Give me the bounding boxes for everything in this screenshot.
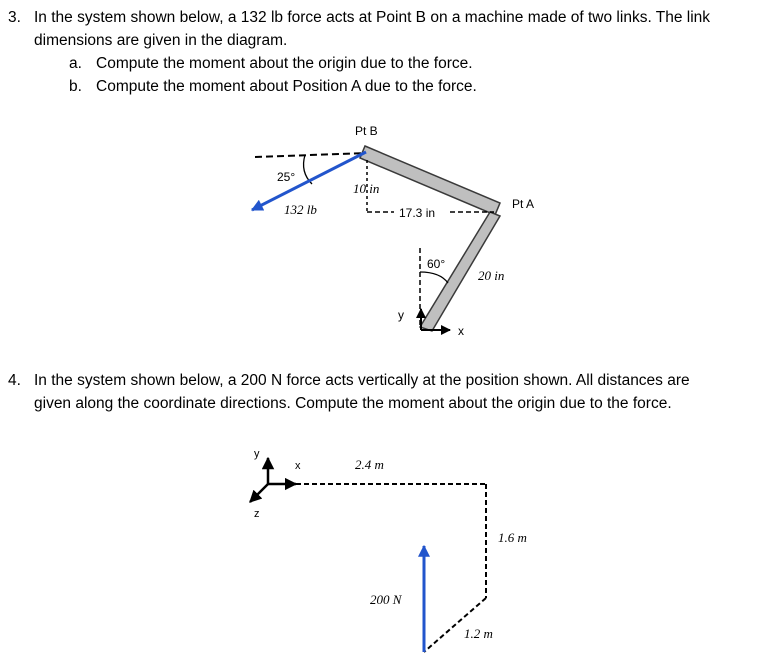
problem3-part-b-text: Compute the moment about Position A due to the force. (96, 78, 477, 95)
problem3-part-a-text: Compute the moment about the origin due to the force. (96, 55, 473, 72)
problem3-number: 3. (8, 9, 21, 26)
p4-z-axis-arrow (250, 484, 268, 502)
p4-label-dim-x: 2.4 m (355, 457, 384, 472)
label-dim-17: 17.3 in (399, 206, 436, 220)
problem4-text (0, 369, 774, 419)
reference-dashed-line (255, 153, 368, 157)
p4-label-dim-z: 1.2 m (464, 626, 493, 641)
p4-dashed-z (424, 598, 486, 652)
problem4-line2: given along the coordinate directions. Compute the moment about the origin due to the force. (34, 395, 672, 412)
problem3-part-b-letter: b. (69, 78, 82, 95)
label-force-132: 132 lb (284, 202, 317, 217)
p4-label-axis-x: x (295, 460, 301, 472)
label-dim-20: 20 in (478, 268, 505, 283)
p4-label-dim-y: 1.6 m (498, 530, 527, 545)
label-angle-25: 25° (277, 170, 296, 184)
label-axis-x: x (458, 324, 464, 338)
link-b-to-a (360, 146, 500, 215)
p4-label-axis-z: z (254, 508, 260, 520)
problem3-part-a-letter: a. (69, 55, 82, 72)
label-axis-y: y (398, 308, 404, 322)
label-dim-10: 10 in (353, 181, 380, 196)
problem3-line2: dimensions are given in the diagram. (34, 32, 288, 49)
problem4-number: 4. (8, 372, 21, 389)
problem4-line1: In the system shown below, a 200 N force acts vertically at the position shown. All distances are (34, 372, 690, 389)
label-pt-b: Pt B (355, 124, 378, 138)
p4-label-force: 200 N (370, 592, 402, 607)
problem3-line1: In the system shown below, a 132 lb force acts at Point B on a machine made of two links. The link (34, 9, 711, 26)
angle-arc-60 (420, 272, 448, 283)
label-angle-60: 60° (427, 257, 446, 271)
p4-label-axis-y: y (254, 448, 260, 460)
label-pt-a: Pt A (512, 197, 535, 211)
